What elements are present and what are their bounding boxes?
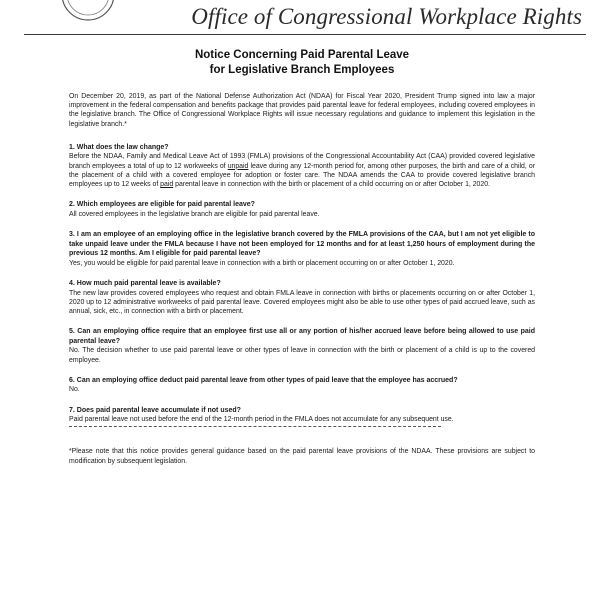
footnote: *Please note that this notice provides general guidance based on the paid parental leave provisions of the NDAA. These provisions are subject to modification by subsequent legislation. [69,448,535,465]
faq-question: 6. Can an employing office deduct paid parental leave from other types of paid leave that the employee has accrued? [69,376,458,384]
faq-answer: The new law provides covered employees who request and obtain FMLA leave in connection with births or placements occurring on or after October 1, 2020 up to 12 administrative workweeks of paid parental leave. Covered employees might also be able to use other types of paid accrued leave, such as annual, sick, etc., in connection with a birth or placement. [69,289,535,315]
faq-answer: Paid parental leave not used before the end of the 12-month period in the FMLA does not accumulate for any subsequent use. [69,416,454,424]
document-title-line-2: for Legislative Branch Employees [209,64,395,76]
faq-question: 3. I am an employee of an employing office in the legislative branch covered by the FMLA provisions of the CAA, but I am not yet eligible to take unpaid leave under the FMLA because I have not been employed for 12 months and for at least 1,250 hours of employment during the previous 12 months. Am I eligible for paid parental leave? [69,231,535,258]
footnote-divider [69,426,441,427]
faq-answer: No. The decision whether to use paid parental leave or other types of leave in connection with the birth or placement of a child is up to the covered employee. [69,347,535,364]
faq-answer-emphasis-unpaid: unpaid [227,162,249,170]
faq-item-1 [69,143,535,189]
faq-answer: No. [69,386,80,394]
header-divider [24,34,586,35]
faq-item-2 [69,200,535,219]
faq-answer-text: Before the NDAA, Family and Medical Leave Act of 1993 (FMLA) provisions of the Congressional Accountability Act (CAA) provided covered legislative branch employees a total of up to 12 workweeks of [69,153,535,170]
faq-question: 7. Does paid parental leave accumulate if not used? [69,406,241,414]
faq-question: 5. Can an employing office require that an employee first use all or any portion of his/her accrued leave before being allowed to use paid parental leave? [69,328,535,345]
faq-item-7 [69,406,535,425]
faq-answer-text: leave during any 12-month period for, among other purposes, the birth and care of a child, or the placement of a child with a covered employee for adoption or foster care. The NDAA amends the CAA to provide covered legislative branch employees up to 12 weeks of [69,162,535,189]
faq-item-3 [69,230,535,268]
faq-answer-text: parental leave in connection with the birth or placement of a child occurring on or after October 1, 2020. [173,181,490,189]
office-title: Office of Congressional Workplace Rights [191,4,582,29]
faq-question: 2. Which employees are eligible for paid parental leave? [69,201,255,209]
faq-question: 1. What does the law change? [69,143,169,151]
faq-item-5 [69,327,535,365]
document-title-line-1: Notice Concerning Paid Parental Leave [194,49,410,61]
faq-item-6 [69,376,535,395]
office-seal-icon [60,0,116,22]
faq-item-4 [69,279,535,316]
faq-answer [69,152,535,189]
faq-answer-emphasis-paid: paid [160,181,174,189]
faq-answer: Yes, you would be eligible for paid parental leave in connection with a birth or placement occurring on or after October 1, 2020. [69,259,455,267]
document-title [69,48,535,78]
faq-answer: All covered employees in the legislative branch are eligible for paid parental leave. [69,210,320,218]
document-body [69,48,535,467]
intro-paragraph: On December 20, 2019, as part of the National Defense Authorization Act (NDAA) for Fiscal Year 2020, President Trump signed into law a major improvement in the federal compensation and benefits package that provides paid parental leave for federal employees, including covered employees in the legislative branch. The Office of Congressional Workplace Rights will issue necessary regulations and guidance to implement this legislation in the legislative branch.* [69,93,535,128]
faq-question: 4. How much paid parental leave is available? [69,280,221,287]
